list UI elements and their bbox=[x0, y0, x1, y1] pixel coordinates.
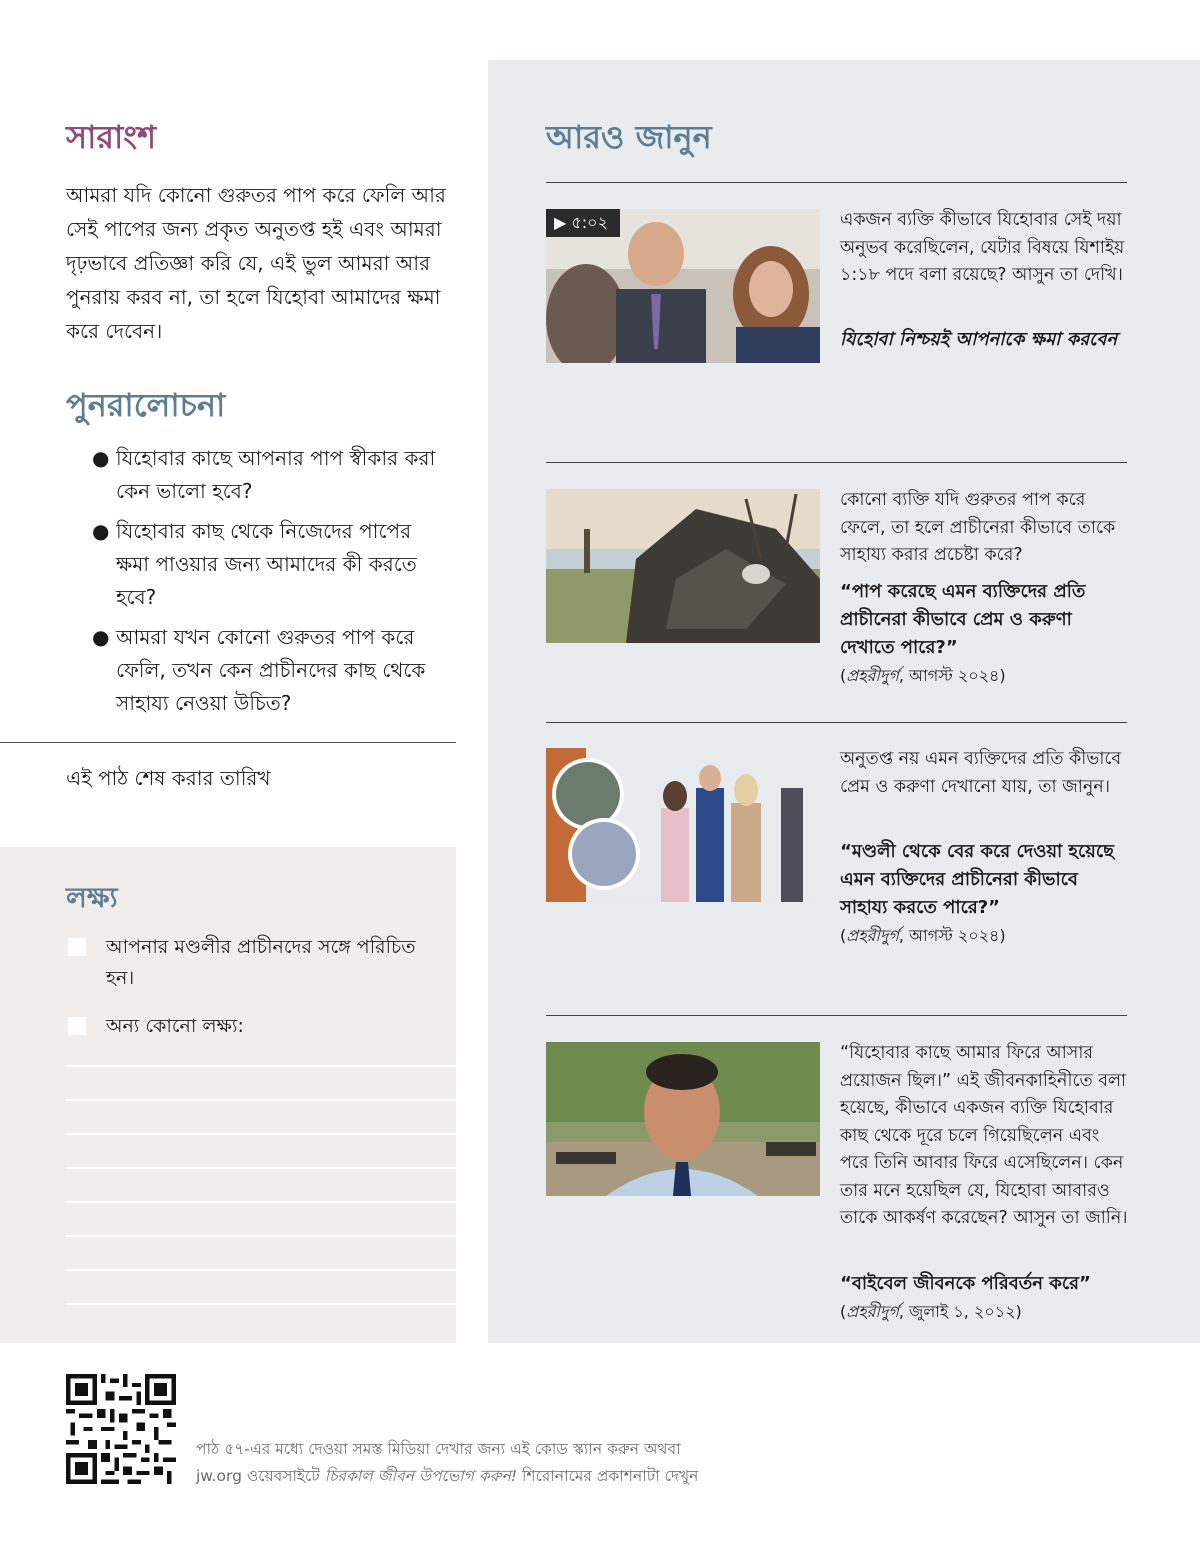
bullet-icon: ● bbox=[92, 625, 110, 649]
divider bbox=[546, 1015, 1127, 1016]
divider bbox=[546, 182, 1127, 183]
publication-date: , আগস্ট ২০২৪) bbox=[898, 926, 1006, 945]
item-description: অনুতপ্ত নয় এমন ব্যক্তিদের প্রতি কীভাবে প্রেম ও করুণা দেখানো যায়, তা জানুন। bbox=[840, 749, 1122, 797]
write-line[interactable] bbox=[66, 1133, 456, 1135]
publication-title[interactable]: চিরকাল জীবন উপভোগ করুন! bbox=[324, 1467, 518, 1485]
summary-text: আমরা যদি কোনো গুরুতর পাপ করে ফেলি আর সেই পাপের জন্য প্রকৃত অনুতপ্ত হই এবং আমরা দৃঢ়ভাবে প্রতিজ্ঞা করি যে, এই ভুল আমরা আর পুনরায় করব না, তা হলে যিহোবা আমাদের ক্ষমা করে দেবেন। bbox=[66, 183, 446, 343]
completion-date-label: এই পাঠ শেষ করার তারিখ bbox=[66, 766, 271, 790]
item-description: একজন ব্যক্তি কীভাবে যিহোবার সেই দয়া অনুভব করেছিলেন, যেটার বিষয়ে যিশাইয় ১:১৮ পদে বলা রয়েছে? আসুন তা দেখি। bbox=[840, 210, 1125, 285]
review-item-text: আমরা যখন কোনো গুরুতর পাপ করে ফেলি, তখন কেন প্রাচীনদের কাছ থেকে সাহায্য নেওয়া উচিত? bbox=[116, 625, 426, 715]
bullet-icon: ● bbox=[92, 519, 110, 543]
publication-name: প্রহরীদুর্গ bbox=[846, 1302, 899, 1321]
item-description: কোনো ব্যক্তি যদি গুরুতর পাপ করে ফেলে, তা হলে প্রাচীনেরা কীভাবে তাকে সাহায্য করার প্রচেষ্টা করে? bbox=[840, 490, 1116, 565]
article-thumbnail[interactable] bbox=[546, 748, 820, 902]
item-link-title[interactable]: “মণ্ডলী থেকে বের করে দেওয়া হয়েছে এমন ব্যক্তিদের প্রাচীনেরা কীভাবে সাহায্য করতে পারে?” bbox=[840, 841, 1114, 918]
website-text: jw.org ওয়েবসাইটে bbox=[196, 1467, 325, 1485]
goal-item bbox=[66, 1011, 426, 1042]
write-line[interactable] bbox=[66, 1201, 456, 1203]
article-thumbnail[interactable] bbox=[546, 489, 820, 643]
item-link-title[interactable]: যিহোবা নিশ্চয়ই আপনাকে ক্ষমা করবেন bbox=[840, 329, 1118, 350]
divider bbox=[0, 742, 456, 743]
video-duration-badge: ▶ ৫:০২ bbox=[546, 209, 620, 237]
write-line[interactable] bbox=[66, 1099, 456, 1101]
publication-name: প্রহরীদুর্গ bbox=[846, 926, 899, 945]
publication-date: , জুলাই ১, ২০১২) bbox=[898, 1302, 1022, 1321]
publication-name: প্রহরীদুর্গ bbox=[846, 666, 899, 685]
write-line[interactable] bbox=[66, 1303, 456, 1305]
footer-text bbox=[196, 1436, 836, 1490]
write-line[interactable] bbox=[66, 1065, 456, 1067]
qr-code[interactable] bbox=[66, 1374, 176, 1484]
item-link-title[interactable]: “বাইবেল জীবনকে পরিবর্তন করে” bbox=[840, 1273, 1091, 1294]
review-item bbox=[92, 442, 442, 508]
bullet-icon: ● bbox=[92, 446, 110, 470]
write-line[interactable] bbox=[66, 1235, 456, 1237]
review-list bbox=[92, 442, 442, 727]
item-description: “যিহোবার কাছে আমার ফিরে আসার প্রয়োজন ছিল।” এই জীবনকাহিনীতে বলা হয়েছে, কীভাবে একজন ব্যক্তি যিহোবার কাছ থেকে দূরে চলে গিয়েছিলেন এবং পরে তিনি আবার ফিরে এসেছিলেন। কেন তার মনে হয়েছিল যে, যিহোবা আবারও তাকে আকর্ষণ করেছেন? আসুন তা জানি। bbox=[840, 1043, 1128, 1228]
review-item bbox=[92, 515, 442, 614]
article-thumbnail[interactable] bbox=[546, 1042, 820, 1196]
item-link-title[interactable]: “পাপ করেছে এমন ব্যক্তিদের প্রতি প্রাচীনেরা কীভাবে প্রেম ও করুণা দেখাতে পারে?” bbox=[840, 581, 1086, 658]
item-source: (প্রহরীদুর্গ, আগস্ট ২০২৪) bbox=[840, 666, 1006, 685]
review-item-text: যিহোবার কাছ থেকে নিজেদের পাপের ক্ষমা পাওয়ার জন্য আমাদের কী করতে হবে? bbox=[116, 519, 417, 609]
item-source: (প্রহরীদুর্গ, আগস্ট ২০২৪) bbox=[840, 926, 1006, 945]
goals-heading: লক্ষ্য bbox=[66, 881, 118, 914]
goal-item bbox=[66, 932, 426, 994]
footer-line-1: পাঠ ৫৭-এর মধ্যে দেওয়া সমস্ত মিডিয়া দেখার জন্য এই কোড স্ক্যান করুন অথবা bbox=[196, 1440, 681, 1458]
item-source: (প্রহরীদুর্গ, জুলাই ১, ২০১২) bbox=[840, 1302, 1022, 1321]
goal-text: আপনার মণ্ডলীর প্রাচীনদের সঙ্গে পরিচিত হন। bbox=[106, 936, 416, 989]
learn-more-heading: আরও জানুন bbox=[546, 118, 712, 156]
review-heading: পুনরালোচনা bbox=[66, 386, 226, 424]
write-line[interactable] bbox=[66, 1167, 456, 1169]
review-item bbox=[92, 621, 442, 720]
write-line[interactable] bbox=[66, 1269, 456, 1271]
goal-text: অন্য কোনো লক্ষ্য: bbox=[106, 1015, 244, 1037]
publication-date: , আগস্ট ২০২৪) bbox=[898, 666, 1006, 685]
footer-line-2 bbox=[196, 1463, 836, 1490]
footer-line-2-end: শিরোনামের প্রকাশনাটা দেখুন bbox=[517, 1467, 699, 1485]
summary-heading: সারাংশ bbox=[66, 118, 157, 156]
review-item-text: যিহোবার কাছে আপনার পাপ স্বীকার করা কেন ভালো হবে? bbox=[116, 446, 436, 503]
goal-checkbox[interactable] bbox=[68, 938, 86, 956]
divider bbox=[546, 462, 1127, 463]
divider bbox=[546, 722, 1127, 723]
goal-checkbox[interactable] bbox=[68, 1017, 86, 1035]
